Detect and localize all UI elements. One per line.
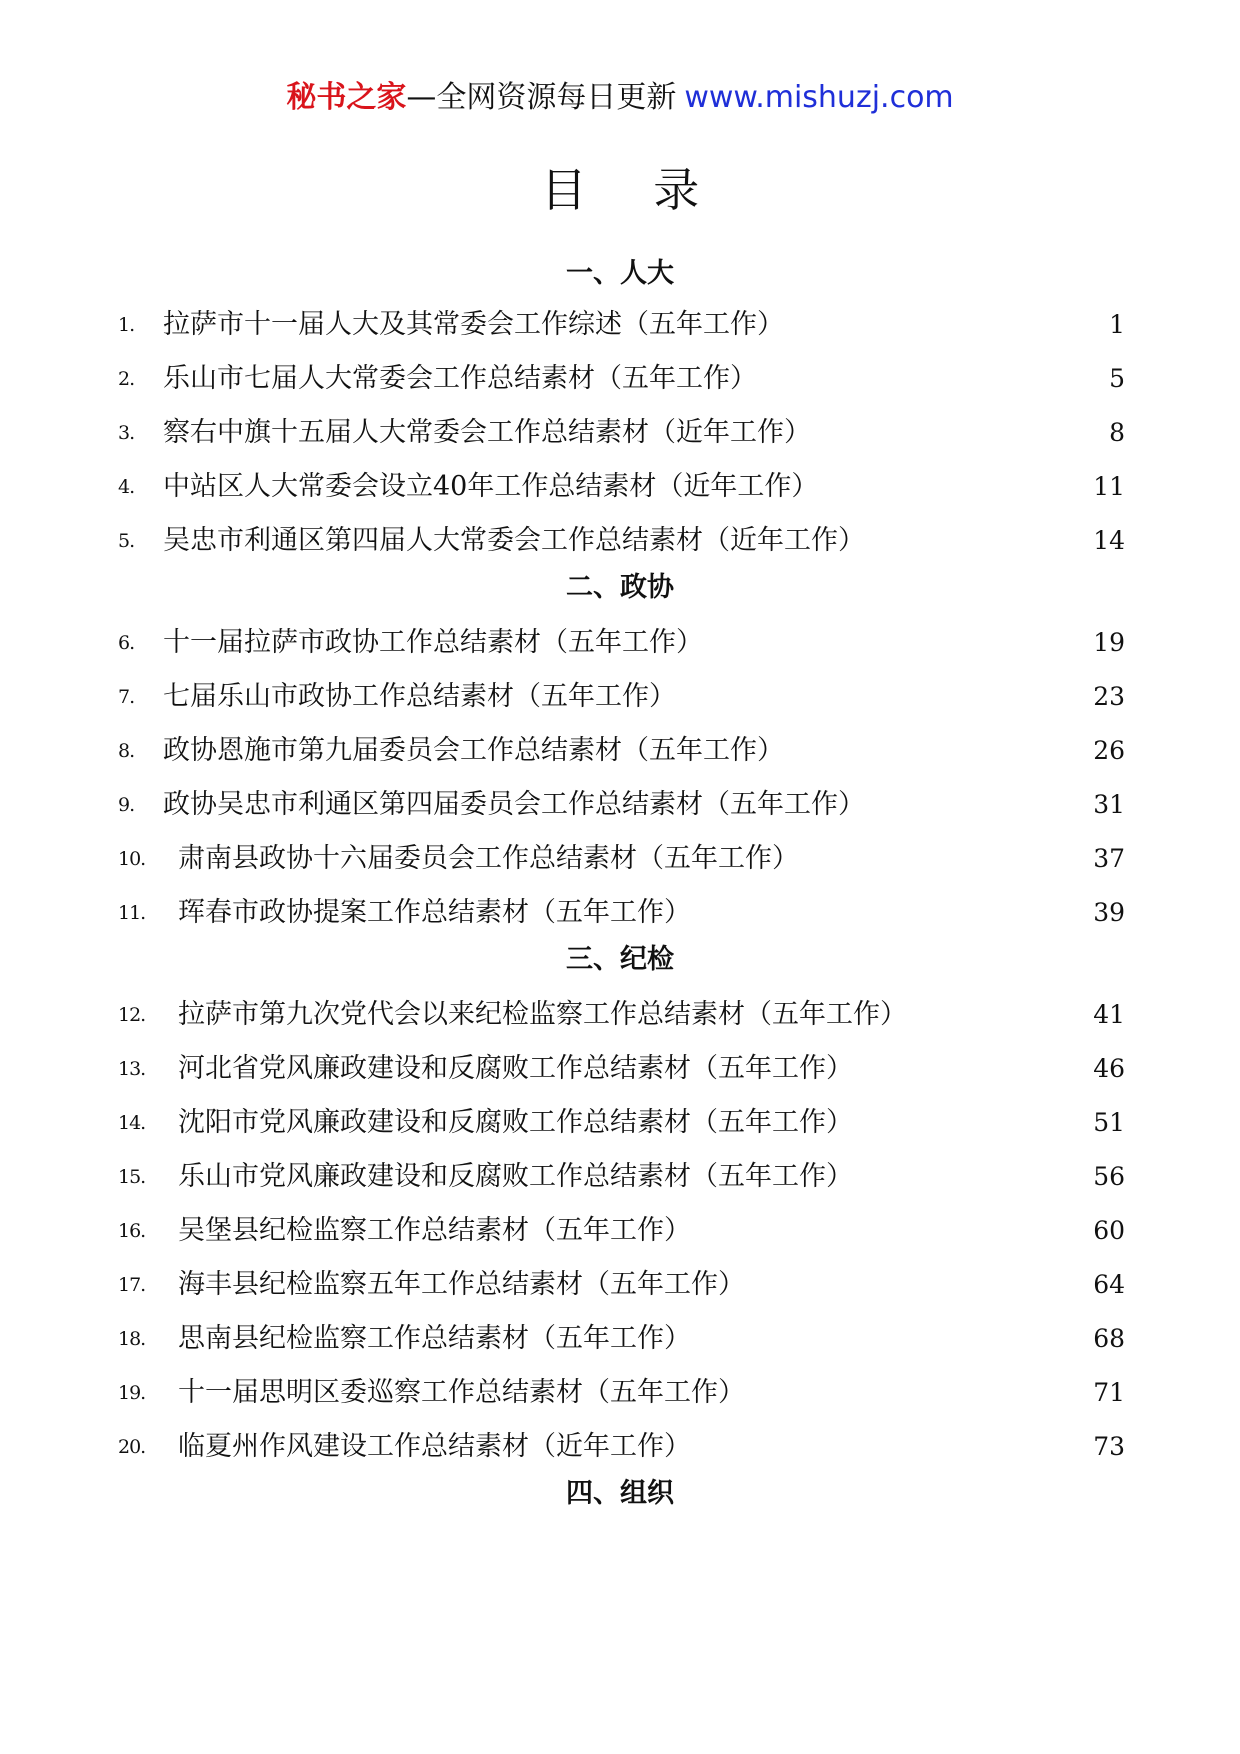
toc-entry-number: 14. xyxy=(118,1112,146,1134)
toc-entry-page: 56 xyxy=(1093,1162,1125,1191)
toc-entry[interactable] xyxy=(0,1420,1240,1474)
toc-entry-title: 海丰县纪检监察五年工作总结素材（五年工作） xyxy=(178,1269,745,1300)
toc-entry-number: 15. xyxy=(118,1166,146,1188)
toc-entry-page: 11 xyxy=(1093,472,1125,501)
toc-entry-title: 中站区人大常委会设立40年工作总结素材（近年工作） xyxy=(163,471,819,502)
toc-entry[interactable] xyxy=(0,724,1240,778)
toc-entry[interactable] xyxy=(0,514,1240,568)
toc-entry-number: 10. xyxy=(118,848,146,870)
section-heading: 二、政协 xyxy=(566,572,674,603)
toc-entry-page: 71 xyxy=(1093,1378,1125,1407)
toc-entry-number: 16. xyxy=(118,1220,146,1242)
section-heading: 三、纪检 xyxy=(566,944,674,975)
toc-entry[interactable] xyxy=(0,778,1240,832)
toc-entry-number: 3. xyxy=(118,422,135,444)
table-of-contents xyxy=(0,254,1240,1514)
toc-entry-number: 6. xyxy=(118,632,135,654)
toc-entry-number: 18. xyxy=(118,1328,146,1350)
toc-entry[interactable] xyxy=(0,616,1240,670)
toc-entry[interactable] xyxy=(0,460,1240,514)
toc-entry-title: 临夏州作风建设工作总结素材（近年工作） xyxy=(178,1431,691,1462)
section-heading: 一、人大 xyxy=(566,258,674,289)
toc-entry-page: 19 xyxy=(1093,628,1125,657)
toc-entry-number: 7. xyxy=(118,686,135,708)
toc-entry-title: 吴堡县纪检监察工作总结素材（五年工作） xyxy=(178,1215,691,1246)
page-title: 目 录 xyxy=(540,163,726,217)
toc-entry-page: 73 xyxy=(1093,1432,1125,1461)
toc-entry-number: 11. xyxy=(118,902,146,924)
toc-entry[interactable] xyxy=(0,1042,1240,1096)
toc-entry[interactable] xyxy=(0,670,1240,724)
toc-entry-page: 26 xyxy=(1093,736,1125,765)
toc-entry-page: 41 xyxy=(1093,1000,1125,1029)
toc-entry-number: 9. xyxy=(118,794,135,816)
toc-entry-number: 1. xyxy=(118,314,135,336)
toc-entry[interactable] xyxy=(0,1204,1240,1258)
site-banner xyxy=(0,78,1240,118)
toc-entry-page: 31 xyxy=(1093,790,1125,819)
toc-entry-page: 64 xyxy=(1093,1270,1125,1299)
toc-entry-page: 8 xyxy=(1109,418,1125,447)
toc-entry-title: 沈阳市党风廉政建设和反腐败工作总结素材（五年工作） xyxy=(178,1107,853,1138)
toc-entry[interactable] xyxy=(0,1312,1240,1366)
banner-url-link[interactable]: www.mishuzj.com xyxy=(684,80,954,115)
toc-entry-page: 1 xyxy=(1109,310,1125,339)
toc-entry-title: 政协吴忠市利通区第四届委员会工作总结素材（五年工作） xyxy=(163,789,865,820)
toc-entry-page: 39 xyxy=(1093,898,1125,927)
toc-entry-title: 十一届思明区委巡察工作总结素材（五年工作） xyxy=(178,1377,745,1408)
toc-entry-number: 4. xyxy=(118,476,135,498)
toc-entry-title: 政协恩施市第九届委员会工作总结素材（五年工作） xyxy=(163,735,784,766)
toc-entry-title: 吴忠市利通区第四届人大常委会工作总结素材（近年工作） xyxy=(163,525,865,556)
toc-entry-number: 19. xyxy=(118,1382,146,1404)
toc-entry-number: 2. xyxy=(118,368,135,390)
toc-entry-title: 河北省党风廉政建设和反腐败工作总结素材（五年工作） xyxy=(178,1053,853,1084)
toc-entry-number: 13. xyxy=(118,1058,146,1080)
toc-entry-number: 8. xyxy=(118,740,135,762)
toc-entry-title: 肃南县政协十六届委员会工作总结素材（五年工作） xyxy=(178,843,799,874)
toc-entry-number: 17. xyxy=(118,1274,146,1296)
toc-entry-page: 46 xyxy=(1093,1054,1125,1083)
banner-slogan: —全网资源每日更新 xyxy=(406,80,677,115)
toc-entry-title: 拉萨市第九次党代会以来纪检监察工作总结素材（五年工作） xyxy=(178,999,907,1030)
toc-entry-title: 珲春市政协提案工作总结素材（五年工作） xyxy=(178,897,691,928)
toc-entry[interactable] xyxy=(0,832,1240,886)
banner-brand: 秘书之家 xyxy=(286,80,407,115)
toc-entry[interactable] xyxy=(0,352,1240,406)
toc-entry-page: 5 xyxy=(1109,364,1125,393)
toc-entry-page: 14 xyxy=(1093,526,1125,555)
toc-entry[interactable] xyxy=(0,886,1240,940)
toc-entry[interactable] xyxy=(0,988,1240,1042)
toc-entry-page: 37 xyxy=(1093,844,1125,873)
toc-entry-number: 12. xyxy=(118,1004,146,1026)
toc-entry[interactable] xyxy=(0,1150,1240,1204)
toc-entry-number: 20. xyxy=(118,1436,146,1458)
toc-entry-title: 察右中旗十五届人大常委会工作总结素材（近年工作） xyxy=(163,417,811,448)
toc-entry-page: 60 xyxy=(1093,1216,1125,1245)
toc-entry-page: 51 xyxy=(1093,1108,1125,1137)
toc-entry-page: 23 xyxy=(1093,682,1125,711)
toc-entry-title: 十一届拉萨市政协工作总结素材（五年工作） xyxy=(163,627,703,658)
toc-entry[interactable] xyxy=(0,406,1240,460)
toc-entry-title: 七届乐山市政协工作总结素材（五年工作） xyxy=(163,681,676,712)
toc-entry-title: 乐山市七届人大常委会工作总结素材（五年工作） xyxy=(163,363,757,394)
toc-entry-title: 乐山市党风廉政建设和反腐败工作总结素材（五年工作） xyxy=(178,1161,853,1192)
toc-entry[interactable] xyxy=(0,1096,1240,1150)
toc-entry[interactable] xyxy=(0,1366,1240,1420)
toc-entry-number: 5. xyxy=(118,530,135,552)
toc-entry-page: 68 xyxy=(1093,1324,1125,1353)
toc-entry-title: 思南县纪检监察工作总结素材（五年工作） xyxy=(178,1323,691,1354)
toc-entry-title: 拉萨市十一届人大及其常委会工作综述（五年工作） xyxy=(163,309,784,340)
toc-entry[interactable] xyxy=(0,298,1240,352)
toc-entry[interactable] xyxy=(0,1258,1240,1312)
section-heading: 四、组织 xyxy=(566,1478,674,1509)
